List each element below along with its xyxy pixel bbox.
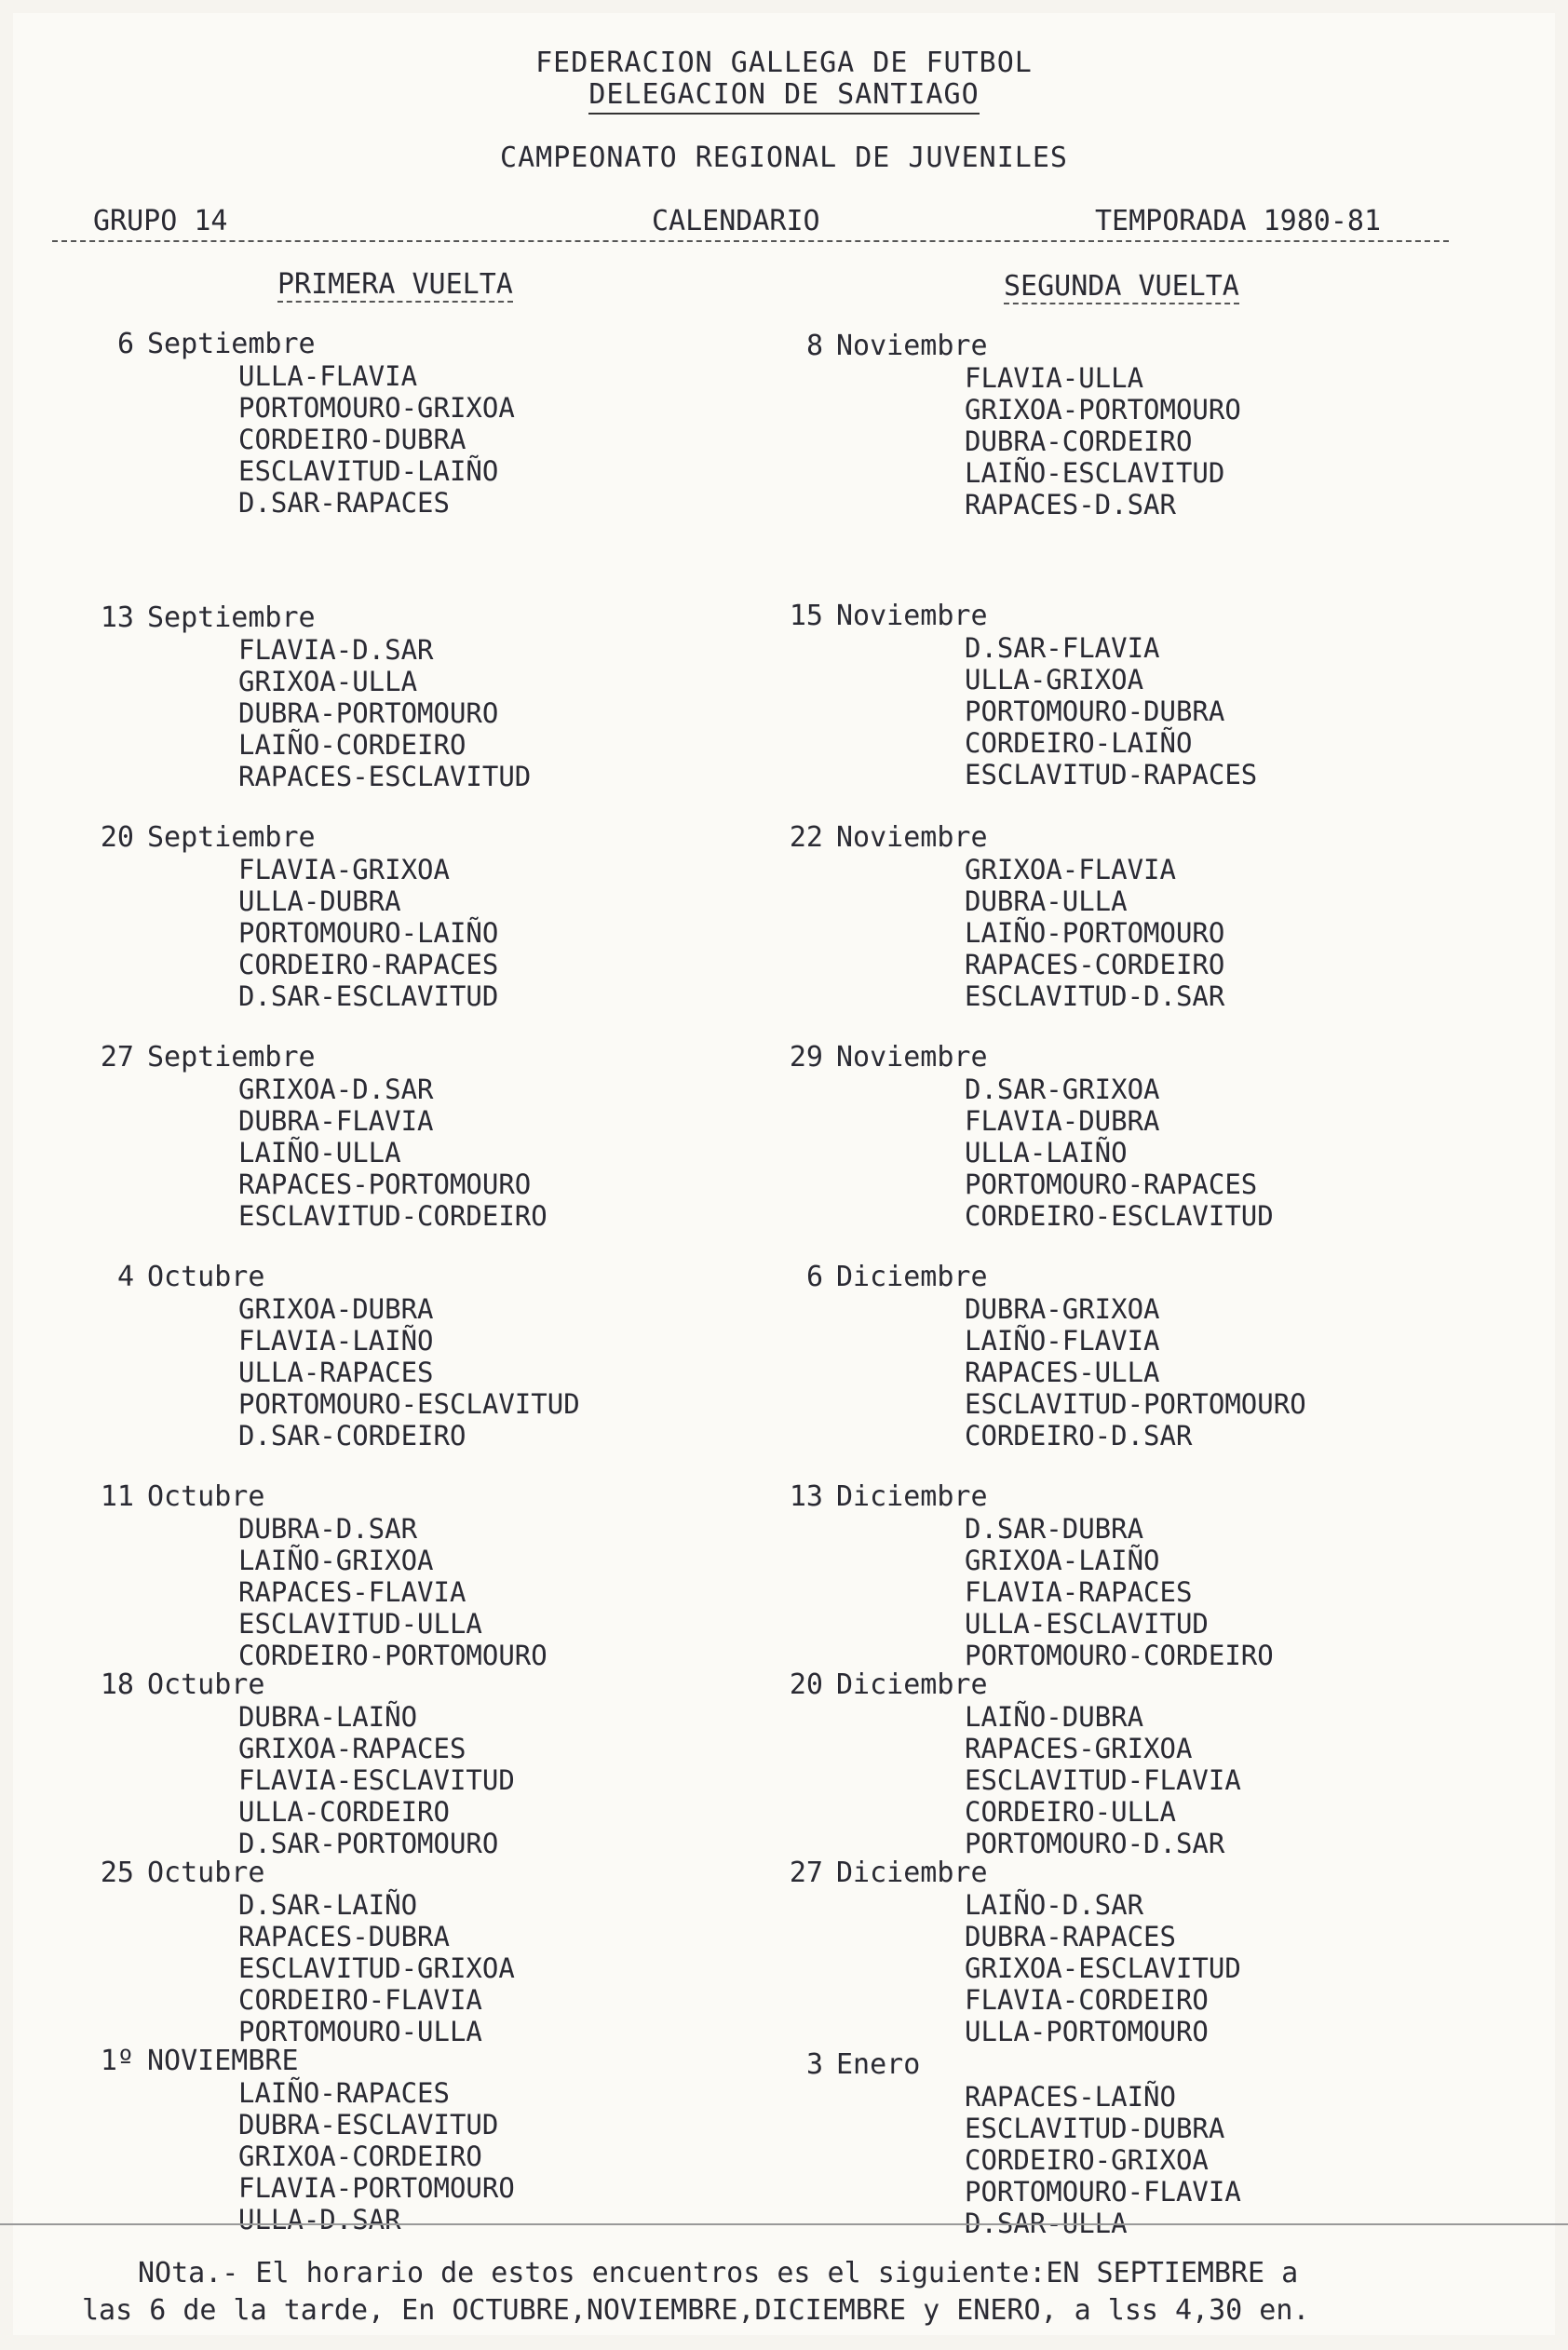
match-item: ESCLAVITUD-FLAVIA [965,1764,1241,1796]
match-item: D.SAR-ULLA [965,2208,1128,2239]
match-item: PORTOMOURO-CORDEIRO [965,1640,1274,1671]
second-round-round-block [769,330,1241,520]
season-label: TEMPORADA 1980-81 [1095,205,1382,237]
match-item: ULLA-RAPACES [238,1357,434,1388]
date-month: NOVIEMBRE [147,2045,299,2077]
second-round-round-block [769,821,1224,1012]
match-item: GRIXOA-ESCLAVITUD [965,1952,1241,1984]
second-round-match-date [769,1261,1306,1293]
first-round-round-block [80,1857,515,2047]
date-month: Noviembre [836,821,988,854]
match-item: DUBRA-CORDEIRO [965,425,1193,457]
match-item: D.SAR-PORTOMOURO [238,1828,499,1859]
second-round-round-block [769,1668,1241,1859]
note-line-2: las 6 de la tarde, En OCTUBRE,NOVIEMBRE,DICIEMBRE y ENERO, a lss 4,30 en. [82,2294,1310,2327]
date-day: 1º [100,2045,134,2077]
second-round-title: SEGUNDA VUELTA [1004,270,1239,303]
group-label: GRUPO 14 [93,205,228,237]
date-day: 20 [789,1668,823,1701]
match-item: CORDEIRO-LAIÑO [965,727,1193,759]
match-item: RAPACES-D.SAR [965,489,1176,520]
date-day: 18 [100,1668,134,1701]
first-round-match-date [80,821,498,854]
first-round-round-block [80,601,531,792]
date-month: Noviembre [836,1041,988,1074]
match-item: CORDEIRO-FLAVIA [238,1984,482,2016]
match-item: PORTOMOURO-D.SAR [965,1828,1225,1859]
footer-divider [0,2223,1568,2225]
first-round-match-list [238,854,498,1012]
second-round-match-date [769,1668,1241,1701]
date-month: Noviembre [836,330,988,362]
first-round-match-list [238,1074,547,1232]
date-day: 13 [100,601,134,634]
date-month: Septiembre [147,821,316,854]
first-round-match-list [238,1293,580,1452]
schedule-note [82,2255,1479,2330]
match-item: DUBRA-ESCLAVITUD [238,2109,499,2141]
match-item: LAIÑO-ULLA [238,1137,401,1168]
date-day: 8 [805,330,823,362]
first-round-match-list [238,634,531,792]
match-item: ULLA-DUBRA [238,885,401,917]
first-round-match-date [80,1261,580,1293]
match-item: CORDEIRO-ESCLAVITUD [965,1200,1274,1232]
first-round-round-block [80,1261,580,1452]
second-round-match-list [965,1513,1274,1671]
second-round-round-block [769,1480,1274,1671]
date-day: 27 [100,1041,134,1074]
date-day: 25 [100,1857,134,1889]
second-round-match-list [965,362,1241,520]
match-item: DUBRA-RAPACES [965,1921,1176,1952]
second-round-match-list [965,1293,1306,1452]
match-item: DUBRA-FLAVIA [238,1105,434,1137]
match-item: CORDEIRO-PORTOMOURO [238,1640,547,1671]
match-item: D.SAR-GRIXOA [965,1074,1160,1105]
match-item: PORTOMOURO-ESCLAVITUD [238,1388,580,1420]
championship-title: CAMPEONATO REGIONAL DE JUVENILES [500,142,1068,174]
date-day: 27 [789,1857,823,1889]
match-item: PORTOMOURO-ULLA [238,2016,482,2047]
second-round-round-block [769,1041,1274,1232]
date-month: Diciembre [836,1668,988,1701]
second-round-match-list [965,1701,1241,1859]
match-item: GRIXOA-RAPACES [238,1733,466,1764]
match-item: RAPACES-ULLA [965,1357,1160,1388]
first-round-match-date [80,2045,515,2077]
match-item: GRIXOA-FLAVIA [965,854,1176,885]
second-round-match-list [965,854,1224,1012]
note-line-1: NOta.- El horario de estos encuentros es el siguiente:EN SEPTIEMBRE a [138,2257,1299,2289]
match-item: CORDEIRO-RAPACES [238,949,499,980]
match-item: D.SAR-LAIÑO [238,1889,418,1921]
date-month: Diciembre [836,1857,988,1889]
match-item: RAPACES-LAIÑO [965,2081,1176,2113]
second-round-round-block [769,600,1257,790]
second-round-match-date [769,330,1241,362]
match-item: LAIÑO-FLAVIA [965,1325,1160,1357]
match-item: DUBRA-D.SAR [238,1513,418,1545]
date-day: 29 [789,1041,823,1074]
match-item: DUBRA-ULLA [965,885,1128,917]
match-item: GRIXOA-ULLA [238,666,418,697]
match-item: LAIÑO-D.SAR [965,1889,1144,1921]
match-item: D.SAR-RAPACES [238,487,450,519]
date-month: Septiembre [147,601,316,634]
second-round-match-date [769,600,1257,632]
match-item: RAPACES-GRIXOA [965,1733,1193,1764]
match-item: DUBRA-GRIXOA [965,1293,1160,1325]
second-round-match-date [769,1480,1274,1513]
match-item: CORDEIRO-GRIXOA [965,2144,1209,2176]
second-round-match-date [769,1857,1241,1889]
date-month: Octubre [147,1480,265,1513]
match-item: FLAVIA-D.SAR [238,634,434,666]
match-item: LAIÑO-GRIXOA [238,1545,434,1576]
match-item: FLAVIA-ULLA [965,362,1144,394]
match-item: PORTOMOURO-FLAVIA [965,2176,1241,2208]
match-item: RAPACES-DUBRA [238,1921,450,1952]
match-item: CORDEIRO-ULLA [965,1796,1176,1828]
second-round-match-date [769,2048,1241,2081]
match-item: ESCLAVITUD-CORDEIRO [238,1200,547,1232]
second-round-match-list [965,1889,1241,2047]
first-round-round-block [80,2045,515,2235]
date-month: Octubre [147,1857,265,1889]
delegation-title [0,78,1568,111]
match-item: ESCLAVITUD-LAIÑO [238,455,499,487]
date-month: Diciembre [836,1480,988,1513]
date-day: 13 [789,1480,823,1513]
match-item: ESCLAVITUD-PORTOMOURO [965,1388,1306,1420]
match-item: FLAVIA-ESCLAVITUD [238,1764,515,1796]
match-item: ESCLAVITUD-ULLA [238,1608,482,1640]
first-round-match-date [80,1041,547,1074]
second-round-round-block [769,2048,1241,2239]
match-item: ESCLAVITUD-RAPACES [965,759,1258,790]
date-day: 6 [805,1261,823,1293]
second-round-match-list [965,1074,1274,1232]
match-item: ULLA-LAIÑO [965,1137,1128,1168]
first-round-match-date [80,328,515,360]
date-day: 4 [116,1261,134,1293]
date-month: Enero [836,2048,921,2081]
first-round-match-list [238,1889,515,2047]
match-item: GRIXOA-D.SAR [238,1074,434,1105]
match-item: PORTOMOURO-GRIXOA [238,392,515,424]
date-day: 3 [805,2048,823,2081]
federation-title: FEDERACION GALLEGA DE FUTBOL [535,47,1033,79]
first-round-round-block [80,1480,547,1671]
match-item: RAPACES-PORTOMOURO [238,1168,532,1200]
match-item: ESCLAVITUD-DUBRA [965,2113,1225,2144]
match-item: D.SAR-DUBRA [965,1513,1144,1545]
second-round-match-list [965,2081,1241,2239]
match-item: ULLA-PORTOMOURO [965,2016,1209,2047]
date-day: 22 [789,821,823,854]
first-round-title: PRIMERA VUELTA [277,268,513,301]
match-item: GRIXOA-PORTOMOURO [965,394,1241,425]
date-day: 11 [100,1480,134,1513]
first-round-round-block [80,1041,547,1232]
date-month: Octubre [147,1261,265,1293]
match-item: PORTOMOURO-RAPACES [965,1168,1258,1200]
match-item: GRIXOA-LAIÑO [965,1545,1160,1576]
date-day: 15 [789,600,823,632]
match-item: FLAVIA-PORTOMOURO [238,2172,515,2204]
match-item: GRIXOA-CORDEIRO [238,2141,482,2172]
match-item: FLAVIA-RAPACES [965,1576,1193,1608]
date-month: Octubre [147,1668,265,1701]
match-item: ESCLAVITUD-D.SAR [965,980,1225,1012]
first-round-round-block [80,1668,515,1859]
match-item: PORTOMOURO-LAIÑO [238,917,499,949]
match-item: RAPACES-CORDEIRO [965,949,1225,980]
date-day: 6 [116,328,134,360]
date-month: Diciembre [836,1261,988,1293]
match-item: ULLA-GRIXOA [965,664,1144,696]
match-item: ULLA-D.SAR [238,2204,401,2235]
first-round-match-date [80,1480,547,1513]
match-item: CORDEIRO-DUBRA [238,424,466,455]
match-item: LAIÑO-CORDEIRO [238,729,466,761]
match-item: LAIÑO-DUBRA [965,1701,1144,1733]
date-day: 20 [100,821,134,854]
first-round-round-block [80,821,498,1012]
match-item: LAIÑO-RAPACES [238,2077,450,2109]
first-round-match-date [80,1668,515,1701]
date-month: Septiembre [147,1041,316,1074]
match-item: FLAVIA-CORDEIRO [965,1984,1209,2016]
match-item: DUBRA-PORTOMOURO [238,697,499,729]
match-item: D.SAR-CORDEIRO [238,1420,466,1452]
second-round-round-block [769,1261,1306,1452]
match-item: GRIXOA-DUBRA [238,1293,434,1325]
first-round-match-date [80,601,531,634]
second-round-match-date [769,1041,1274,1074]
second-round-match-date [769,821,1224,854]
calendar-label: CALENDARIO [652,205,820,237]
first-round-match-list [238,360,515,519]
match-item: D.SAR-FLAVIA [965,632,1160,664]
first-round-round-block [80,328,515,519]
match-item: PORTOMOURO-DUBRA [965,696,1225,727]
match-item: RAPACES-FLAVIA [238,1576,466,1608]
match-item: FLAVIA-DUBRA [965,1105,1160,1137]
delegation-text: DELEGACION DE SANTIAGO [588,78,979,115]
match-item: CORDEIRO-D.SAR [965,1420,1193,1452]
match-item: ULLA-ESCLAVITUD [965,1608,1209,1640]
match-item: DUBRA-LAIÑO [238,1701,418,1733]
first-round-match-date [80,1857,515,1889]
match-item: FLAVIA-GRIXOA [238,854,450,885]
match-item: D.SAR-ESCLAVITUD [238,980,499,1012]
match-item: FLAVIA-LAIÑO [238,1325,434,1357]
match-item: RAPACES-ESCLAVITUD [238,761,532,792]
first-round-match-list [238,1513,547,1671]
match-item: ULLA-FLAVIA [238,360,418,392]
first-round-match-list [238,2077,515,2235]
header-divider [52,240,1449,242]
match-item: ESCLAVITUD-GRIXOA [238,1952,515,1984]
match-item: LAIÑO-PORTOMOURO [965,917,1225,949]
first-round-match-list [238,1701,515,1859]
date-month: Noviembre [836,600,988,632]
match-item: LAIÑO-ESCLAVITUD [965,457,1225,489]
second-round-round-block [769,1857,1241,2047]
date-month: Septiembre [147,328,316,360]
second-round-match-list [965,632,1257,790]
match-item: ULLA-CORDEIRO [238,1796,450,1828]
